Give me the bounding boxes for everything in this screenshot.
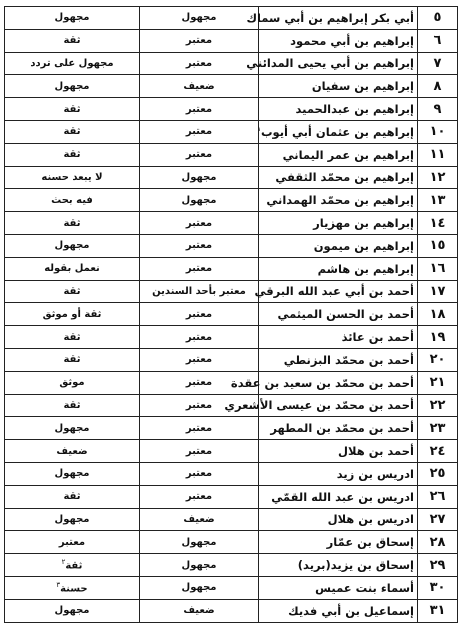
alt-status-text: ثقة bbox=[63, 491, 81, 503]
narrator-name: إبراهيم بن سفيان bbox=[311, 79, 414, 94]
row-number: ٢٨ bbox=[418, 531, 458, 554]
alt-status-cell bbox=[5, 485, 140, 508]
row-number: ٢٠ bbox=[418, 348, 458, 371]
row-number: ١٧ bbox=[418, 280, 458, 303]
narrator-name: إسحاق بن يزيد(بريد) bbox=[297, 558, 414, 573]
alt-status-cell bbox=[5, 371, 140, 394]
narrator-name-cell bbox=[259, 576, 418, 599]
narrator-name: إبراهيم بن عمر اليماني bbox=[282, 147, 414, 162]
alt-status-text: مجهول bbox=[54, 12, 90, 24]
status-cell: ضعيف bbox=[140, 508, 259, 531]
alt-status-text: ثقة bbox=[63, 217, 81, 229]
alt-status-text: حسنة bbox=[60, 583, 88, 595]
narrator-name: إبراهيم بن محمّد الهمداني bbox=[266, 193, 414, 208]
status-cell: مجهول bbox=[140, 7, 259, 30]
alt-status-text: لا يبعد حسنه bbox=[41, 171, 103, 183]
row-number: ٩ bbox=[418, 98, 458, 121]
narrator-name-cell bbox=[259, 531, 418, 554]
table-row bbox=[5, 326, 458, 349]
alt-status-cell bbox=[5, 508, 140, 531]
alt-status-text: مجهول bbox=[54, 468, 90, 480]
status-cell: معتبر bbox=[140, 417, 259, 440]
alt-status-text: مجهول على تردد bbox=[30, 57, 114, 69]
status-cell: معتبر bbox=[140, 257, 259, 280]
alt-status-text: ثقة bbox=[63, 149, 81, 161]
narrator-name-cell bbox=[246, 7, 418, 30]
alt-status-cell bbox=[5, 326, 140, 349]
alt-status-text: مجهول bbox=[54, 80, 90, 92]
narrator-name: إسحاق بن عمّار bbox=[326, 535, 414, 550]
table-row bbox=[5, 440, 458, 463]
table-row bbox=[5, 29, 458, 52]
row-number: ١٠ bbox=[418, 120, 458, 143]
alt-status-cell bbox=[5, 576, 140, 599]
row-number: ١٩ bbox=[418, 326, 458, 349]
row-number: ١٨ bbox=[418, 303, 458, 326]
alt-status-text: ضعيف bbox=[56, 445, 88, 457]
status-cell: ضعيف bbox=[140, 75, 259, 98]
status-cell: ضعيف bbox=[140, 599, 259, 622]
table-row bbox=[5, 75, 458, 98]
narrator-name: إسماعيل بن أبي فديك bbox=[288, 603, 414, 618]
alt-status-text: ثقة bbox=[63, 35, 81, 47]
table-row bbox=[5, 166, 458, 189]
row-number: ٢١ bbox=[418, 371, 458, 394]
alt-status-text: ثقة bbox=[65, 560, 83, 572]
alt-status-cell bbox=[5, 599, 140, 622]
narrator-name-cell bbox=[259, 554, 418, 577]
alt-status-text: ثقة bbox=[63, 331, 81, 343]
table-row bbox=[5, 599, 458, 622]
footnote-marker: ١ bbox=[257, 125, 261, 134]
table-row bbox=[5, 576, 458, 599]
row-number: ٧ bbox=[418, 52, 458, 75]
status-cell: معتبر bbox=[140, 326, 259, 349]
row-number: ٢٥ bbox=[418, 462, 458, 485]
alt-status-text: معتبر bbox=[58, 536, 86, 548]
row-number: ١١ bbox=[418, 143, 458, 166]
status-cell: معتبر bbox=[140, 234, 259, 257]
status-cell: معتبر bbox=[140, 303, 259, 326]
narrators-table bbox=[4, 6, 458, 623]
status-cell: معتبر bbox=[140, 462, 259, 485]
alt-status-cell bbox=[5, 440, 140, 463]
status-cell: معتبر bbox=[140, 371, 259, 394]
narrator-name: أحمد بن محمّد بن عيسى الأشعري bbox=[224, 398, 414, 413]
narrator-name: أحمد بن عائذ bbox=[341, 330, 414, 345]
narrator-name: أحمد بن الحسن الميثمي bbox=[277, 307, 414, 322]
status-cell: معتبر bbox=[140, 440, 259, 463]
alt-status-cell bbox=[5, 303, 140, 326]
table-row bbox=[5, 98, 458, 121]
narrator-name-cell bbox=[259, 326, 418, 349]
row-number: ٢٦ bbox=[418, 485, 458, 508]
alt-status-text: ثقة أو موثق bbox=[42, 308, 102, 320]
alt-status-text: ثقة bbox=[63, 354, 81, 366]
footnote-marker: ٢ bbox=[61, 558, 66, 567]
alt-status-cell bbox=[5, 120, 140, 143]
narrator-name-cell bbox=[259, 599, 418, 622]
alt-status-cell bbox=[5, 257, 140, 280]
table-row bbox=[5, 212, 458, 235]
status-cell: مجهول bbox=[140, 531, 259, 554]
narrator-name: إبراهيم بن عثمان أبي أيوب bbox=[260, 124, 414, 139]
status-cell: مجهول bbox=[140, 576, 259, 599]
alt-status-cell bbox=[5, 417, 140, 440]
narrator-name-cell bbox=[259, 485, 418, 508]
status-cell: معتبر bbox=[140, 485, 259, 508]
alt-status-cell bbox=[5, 280, 140, 303]
narrator-name-cell bbox=[259, 234, 418, 257]
narrator-name: ادريس بن عبد الله القمّي bbox=[271, 489, 414, 504]
narrator-name-cell bbox=[259, 462, 418, 485]
alt-status-cell bbox=[5, 212, 140, 235]
alt-status-text: موثق bbox=[59, 377, 85, 389]
table-row bbox=[5, 52, 458, 75]
alt-status-cell bbox=[5, 348, 140, 371]
row-number: ١٣ bbox=[418, 189, 458, 212]
narrator-name: إبراهيم بن هاشم bbox=[317, 261, 414, 276]
table-row bbox=[5, 554, 458, 577]
table-row bbox=[5, 234, 458, 257]
row-number: ١٦ bbox=[418, 257, 458, 280]
status-cell: معتبر bbox=[140, 52, 259, 75]
status-cell: معتبر بأحد السندين bbox=[140, 280, 259, 303]
status-cell: مجهول bbox=[140, 554, 259, 577]
status-cell: معتبر bbox=[140, 29, 259, 52]
row-number: ٨ bbox=[418, 75, 458, 98]
alt-status-cell bbox=[5, 394, 140, 417]
table-row bbox=[5, 7, 458, 30]
narrator-name-cell bbox=[259, 212, 418, 235]
alt-status-text: مجهول bbox=[54, 605, 90, 617]
table-row bbox=[5, 257, 458, 280]
alt-status-cell bbox=[5, 531, 140, 554]
alt-status-cell bbox=[5, 234, 140, 257]
table-row bbox=[5, 143, 458, 166]
alt-status-text: ثقة bbox=[63, 399, 81, 411]
table-row bbox=[5, 462, 458, 485]
narrator-name: ادريس بن زيد bbox=[336, 466, 414, 481]
status-cell: معتبر bbox=[140, 98, 259, 121]
table-row bbox=[5, 120, 458, 143]
table-row bbox=[5, 371, 458, 394]
row-number: ٥ bbox=[418, 7, 458, 30]
status-cell: معتبر bbox=[140, 120, 259, 143]
status-cell: مجهول bbox=[140, 166, 259, 189]
narrator-name-cell bbox=[259, 120, 418, 143]
alt-status-cell bbox=[5, 462, 140, 485]
narrator-name-cell bbox=[259, 508, 418, 531]
alt-status-cell bbox=[5, 7, 140, 30]
narrator-name: إبراهيم بن مهزيار bbox=[313, 216, 414, 231]
narrator-name: ادريس بن هلال bbox=[327, 512, 414, 527]
table-row bbox=[5, 485, 458, 508]
alt-status-cell bbox=[5, 98, 140, 121]
alt-status-text: ثقة bbox=[63, 285, 81, 297]
narrator-name: أبي بكر إبراهيم بن أبي سماك bbox=[246, 10, 414, 25]
alt-status-text: فيه بحث bbox=[51, 194, 93, 206]
narrator-name-cell bbox=[259, 143, 418, 166]
narrator-name-cell bbox=[259, 189, 418, 212]
alt-status-text: مجهول bbox=[54, 240, 90, 252]
row-number: ٦ bbox=[418, 29, 458, 52]
narrator-name: أحمد بن محمّد بن سعيد بن عقدة bbox=[230, 375, 414, 390]
alt-status-text: مجهول bbox=[54, 513, 90, 525]
status-cell: معتبر bbox=[140, 212, 259, 235]
alt-status-cell bbox=[5, 75, 140, 98]
row-number: ٢٢ bbox=[418, 394, 458, 417]
footnote-marker: ٣ bbox=[56, 581, 61, 590]
row-number: ١٤ bbox=[418, 212, 458, 235]
alt-status-text: مجهول bbox=[54, 422, 90, 434]
alt-status-text: ثقة bbox=[63, 126, 81, 138]
table-row bbox=[5, 348, 458, 371]
alt-status-text: ثقة bbox=[63, 103, 81, 115]
narrator-name: أحمد بن محمّد البزنطي bbox=[283, 352, 414, 367]
alt-status-cell bbox=[5, 29, 140, 52]
row-number: ١٢ bbox=[418, 166, 458, 189]
narrator-name: إبراهيم بن عبدالحميد bbox=[295, 102, 414, 117]
table-row bbox=[5, 417, 458, 440]
narrator-name-cell bbox=[259, 29, 418, 52]
alt-status-cell bbox=[5, 143, 140, 166]
narrator-name-cell bbox=[224, 394, 418, 417]
narrator-name: أسماء بنت عميس bbox=[315, 580, 414, 595]
narrator-name-cell bbox=[259, 303, 418, 326]
row-number: ٢٣ bbox=[418, 417, 458, 440]
alt-status-cell bbox=[5, 52, 140, 75]
narrator-name: إبراهيم بن أبي محمود bbox=[290, 33, 414, 48]
narrator-name: أحمد بن أبي عبد الله البرقي bbox=[254, 284, 414, 299]
table-row bbox=[5, 508, 458, 531]
alt-status-cell bbox=[5, 554, 140, 577]
alt-status-text: نعمل بقوله bbox=[44, 263, 100, 275]
row-number: ٢٩ bbox=[418, 554, 458, 577]
alt-status-cell bbox=[5, 166, 140, 189]
alt-status-cell bbox=[5, 189, 140, 212]
narrator-name-cell bbox=[259, 348, 418, 371]
table-row bbox=[5, 303, 458, 326]
narrator-name: أحمد بن هلال bbox=[338, 444, 414, 459]
narrator-name-cell bbox=[259, 75, 418, 98]
status-cell: معتبر bbox=[140, 143, 259, 166]
status-cell: معتبر bbox=[140, 348, 259, 371]
status-cell: معتبر bbox=[140, 394, 259, 417]
row-number: ٣١ bbox=[418, 599, 458, 622]
narrator-name: أحمد بن محمّد بن المطهر bbox=[270, 421, 414, 436]
table-row bbox=[5, 394, 458, 417]
narrator-name: إبراهيم بن محمّد الثقفي bbox=[275, 170, 414, 185]
narrator-name-cell bbox=[230, 371, 418, 394]
row-number: ٢٧ bbox=[418, 508, 458, 531]
table-body bbox=[5, 7, 458, 623]
row-number: ٢٤ bbox=[418, 440, 458, 463]
narrator-name-cell bbox=[246, 52, 418, 75]
narrator-name: إبراهيم بن ميمون bbox=[313, 238, 414, 253]
table-row bbox=[5, 531, 458, 554]
table-row bbox=[5, 189, 458, 212]
narrator-name: إبراهيم بن أبي يحيى المدائني bbox=[246, 56, 414, 71]
row-number: ١٥ bbox=[418, 234, 458, 257]
narrator-name-cell bbox=[259, 166, 418, 189]
narrator-name-cell bbox=[259, 417, 418, 440]
narrator-name-cell bbox=[254, 280, 418, 303]
status-cell: مجهول bbox=[140, 189, 259, 212]
row-number: ٣٠ bbox=[418, 576, 458, 599]
narrator-name-cell bbox=[259, 98, 418, 121]
table-row bbox=[5, 280, 458, 303]
narrator-name-cell bbox=[259, 257, 418, 280]
narrator-name-cell bbox=[259, 440, 418, 463]
